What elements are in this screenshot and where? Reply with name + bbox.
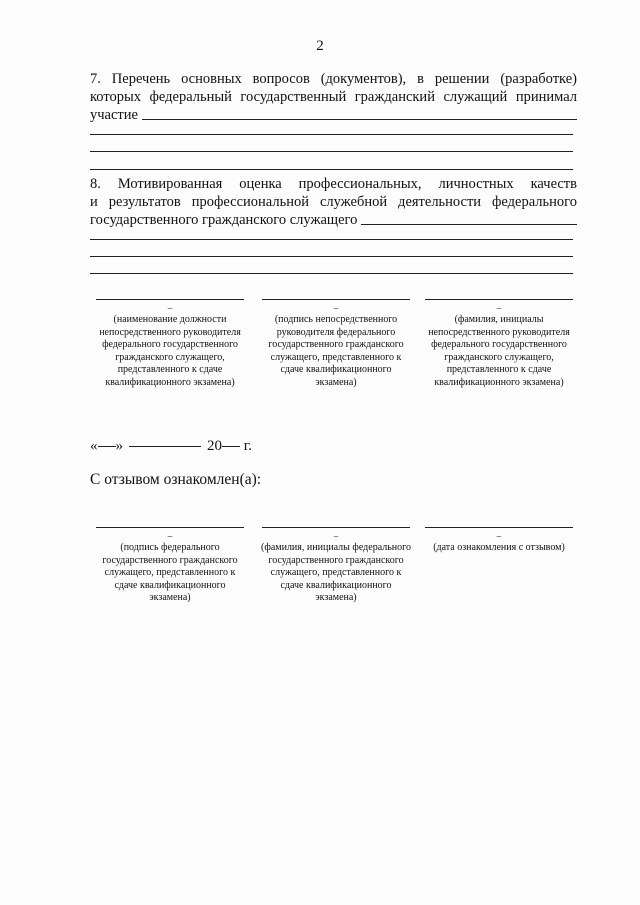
employee-signature-dash: – bbox=[167, 531, 173, 541]
caption-employee-signature: (подпись федерального государственного гражданского служащего, представленного к сдаче квалификационного экзамена) bbox=[102, 542, 238, 603]
section-8-fill-line-4 bbox=[90, 273, 573, 274]
acknowledgement-date-dash: – bbox=[496, 531, 502, 541]
caption-manager-position: (наименование должности непосредственного руководителя федерального государственного гражданского служащего, представленного к сдаче квалификационного экзамена) bbox=[99, 314, 241, 388]
caption-employee-name: (фамилия, инициалы федерального государственного гражданского служащего, представленного к сдаче квалификационного экзамена) bbox=[261, 542, 411, 603]
section-8-fill-line bbox=[361, 224, 577, 225]
caption-manager-name: (фамилия, инициалы непосредственного руководителя федерального государственного гражданского служащего, представленного к сдаче квалификационного экзамена) bbox=[428, 314, 570, 388]
section-8-line-1: 8. Мотивированная оценка профессиональных, личностных качеств bbox=[90, 176, 577, 192]
signature-signature-line bbox=[262, 299, 410, 300]
section-7-line-3-text: участие bbox=[90, 107, 138, 123]
employee-signature-line bbox=[96, 527, 244, 528]
section-7-fill-line-2 bbox=[90, 134, 573, 135]
section-8-fill-line-3 bbox=[90, 256, 573, 257]
name-signature-line bbox=[425, 299, 573, 300]
section-8-line-2: и результатов профессиональной служебной деятельности федерального bbox=[90, 194, 577, 210]
section-7-line-1: 7. Перечень основных вопросов (документов), в решении (разработке) bbox=[90, 71, 577, 87]
section-7-line-2: которых федеральный государственный гражданский служащий принимал bbox=[90, 89, 577, 105]
signature-dash: – bbox=[333, 303, 339, 313]
page-number: 2 bbox=[316, 38, 324, 54]
section-7-fill-line bbox=[142, 119, 577, 120]
section-7-fill-line-4 bbox=[90, 169, 573, 170]
caption-manager-signature: (подпись непосредственного руководителя федерального государственного гражданского служащего, представленного к сдаче квалификационного экзамена) bbox=[268, 314, 404, 388]
section-8-paragraph bbox=[90, 175, 577, 229]
year-prefix: 20 bbox=[207, 438, 222, 454]
date-open-quote: « bbox=[90, 438, 98, 454]
section-7-fill-line-3 bbox=[90, 151, 573, 152]
section-8-line-3 bbox=[90, 211, 577, 229]
name-dash: – bbox=[496, 303, 502, 313]
caption-acknowledgement-date: (дата ознакомления с отзывом) bbox=[433, 542, 565, 553]
month-blank bbox=[129, 446, 201, 447]
acknowledgement-date-line bbox=[425, 527, 573, 528]
date-line bbox=[90, 438, 252, 455]
date-close-quote: » bbox=[115, 438, 123, 454]
section-8-line-3-text: государственного гражданского служащего bbox=[90, 212, 358, 228]
section-7-paragraph bbox=[90, 70, 577, 124]
section-7-line-3 bbox=[90, 106, 577, 124]
year-blank bbox=[222, 446, 240, 447]
employee-name-dash: – bbox=[333, 531, 339, 541]
employee-name-line bbox=[262, 527, 410, 528]
section-8-fill-line-2 bbox=[90, 239, 573, 240]
position-signature-line bbox=[96, 299, 244, 300]
position-dash: – bbox=[167, 303, 173, 313]
year-suffix: г. bbox=[243, 438, 252, 454]
day-blank bbox=[98, 446, 116, 447]
acknowledgement-text: С отзывом ознакомлен(а): bbox=[90, 471, 262, 488]
